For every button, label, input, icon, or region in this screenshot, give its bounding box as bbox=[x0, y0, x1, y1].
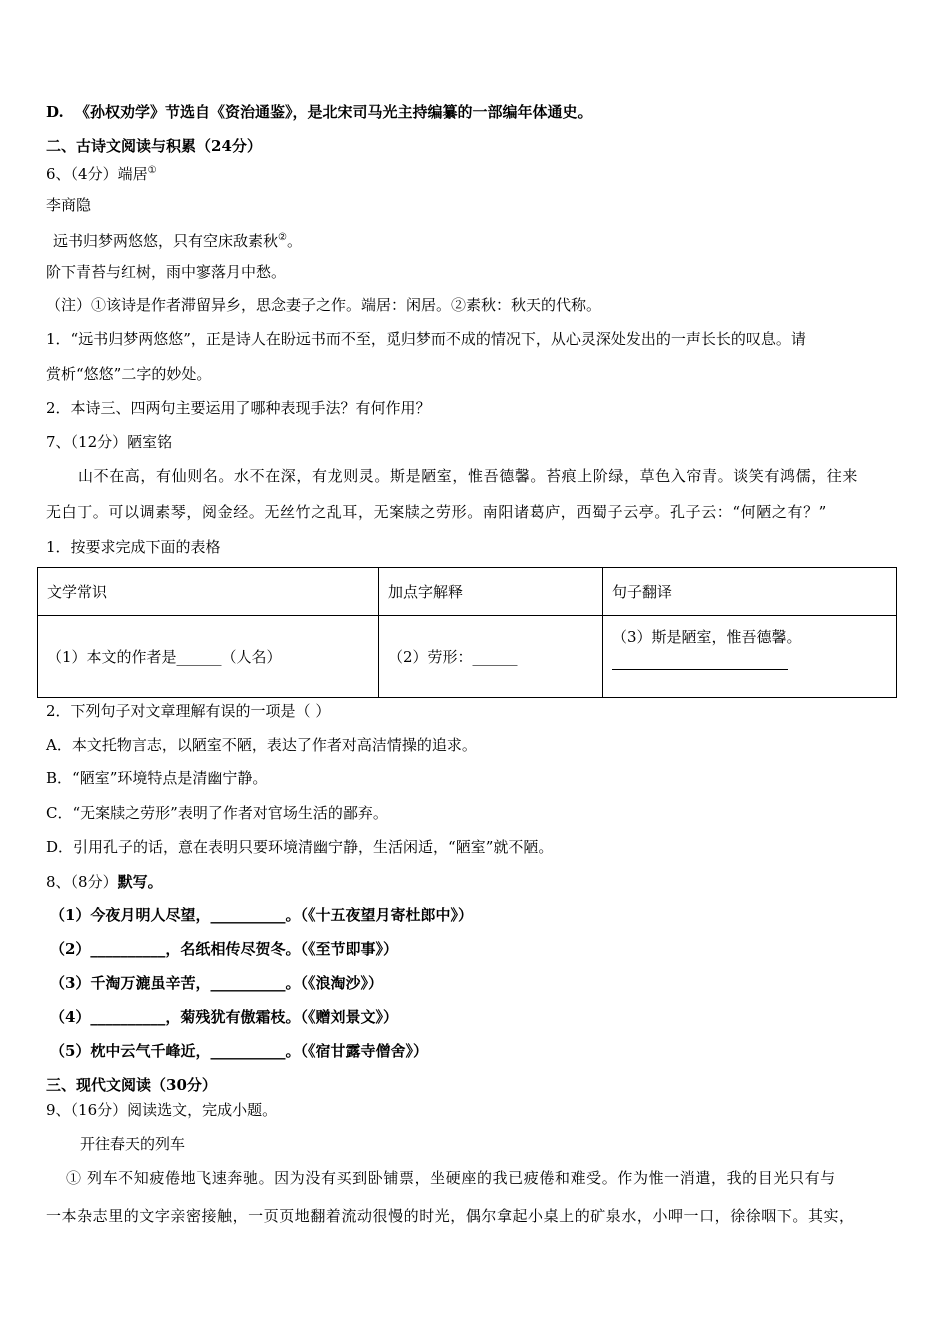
question-7-2: 2．下列句子对文章理解有误的一项是（ ） bbox=[46, 702, 331, 720]
poem-line-1-end: 。 bbox=[286, 232, 302, 250]
dictation-2: （2）__________，名纸相传尽贺冬。（《至节即事》） bbox=[50, 940, 398, 958]
note-mark-2: ② bbox=[278, 232, 287, 243]
poem-line-2: 阶下青苔与红树，雨中寥落月中愁。 bbox=[46, 263, 287, 281]
option-b: B．“陋室”环境特点是清幽宁静。 bbox=[46, 769, 268, 787]
question-7-1: 1．按要求完成下面的表格 bbox=[46, 538, 221, 556]
passage-7-line-a: 山不在高，有仙则名。水不在深，有龙则灵。斯是陋室，惟吾德馨。苔痕上阶绿，草色入帘青。谈笑有鸿儒，往来 bbox=[78, 467, 859, 485]
dictation-5: （5）枕中云气千峰近，__________。（《宿甘露寺僧舍》） bbox=[50, 1042, 428, 1060]
article-title: 开往春天的列车 bbox=[80, 1135, 186, 1153]
option-c: C．“无案牍之劳形”表明了作者对官场生活的鄙弃。 bbox=[46, 804, 388, 822]
note-mark-1: ① bbox=[147, 165, 157, 176]
table-header-word-explanation: 加点字解释 bbox=[379, 568, 603, 616]
article-paragraph-1-line-b: 一本杂志里的文字亲密接触，一页页地翻着流动很慢的时光，偶尔拿起小桌上的矿泉水，小呷一口，徐徐咽下。其实， bbox=[46, 1207, 855, 1225]
table-header-literature: 文学常识 bbox=[38, 568, 379, 616]
question-9-heading: 9、（16分）阅读选文，完成小题。 bbox=[46, 1101, 278, 1119]
dictation-3: （3）千淘万漉虽辛苦，__________。（《浪淘沙》） bbox=[50, 974, 383, 992]
question-8-title: 8、（8分） bbox=[46, 873, 118, 891]
section-2-heading: 二、古诗文阅读与积累（24分） bbox=[46, 137, 262, 155]
option-a: A．本文托物言志，以陋室不陋，表达了作者对高洁情操的追求。 bbox=[46, 736, 477, 754]
dictation-4: （4）__________，菊残犹有傲霜枝。（《赠刘景文》） bbox=[50, 1008, 398, 1026]
section-3-heading: 三、现代文阅读（30分） bbox=[46, 1076, 217, 1094]
article-paragraph-1-line-a: ① 列车不知疲倦地飞速奔驰。因为没有买到卧铺票，坐硬座的我已疲倦和难受。作为惟一消遣，我的目光只有与 bbox=[66, 1169, 836, 1187]
translation-blank[interactable] bbox=[612, 647, 788, 670]
poem-author: 李商隐 bbox=[46, 196, 92, 214]
question-6-heading bbox=[46, 161, 157, 184]
option-d: D．引用孔子的话，意在表明只要环境清幽宁静，生活闲适，“陋室”就不陋。 bbox=[46, 838, 554, 856]
poem-line-1 bbox=[53, 228, 302, 251]
option-d-text: 《孙权劝学》节选自《资治通鉴》，是北宋司马光主持编纂的一部编年体通史。 bbox=[74, 103, 593, 121]
question-8-task: 默写。 bbox=[117, 873, 163, 891]
option-d-line bbox=[46, 102, 592, 122]
question-6-1-line-b: 赏析“悠悠”二字的妙处。 bbox=[46, 365, 212, 383]
option-d-label: D. bbox=[46, 103, 64, 121]
table-header-translation: 句子翻译 bbox=[603, 568, 897, 616]
question-6-1-line-a: 1．“远书归梦两悠悠”，正是诗人在盼远书而不至，觅归梦而不成的情况下，从心灵深处发出的一声长长的叹息。请 bbox=[46, 330, 806, 348]
table-cell-author: （1）本文的作者是______（人名） bbox=[38, 616, 379, 698]
translation-prompt: （3）斯是陋室，惟吾德馨。 bbox=[612, 628, 802, 646]
question-8-heading bbox=[46, 872, 163, 892]
question-7-heading: 7、（12分）陋室铭 bbox=[46, 433, 173, 451]
question-6-2: 2．本诗三、四两句主要运用了哪种表现手法？有何作用？ bbox=[46, 399, 431, 417]
passage-7-line-b: 无白丁。可以调素琴，阅金经。无丝竹之乱耳，无案牍之劳形。南阳诸葛庐，西蜀子云亭。孔子云：“何陋之有？” bbox=[46, 503, 827, 521]
table-cell-translation bbox=[603, 616, 897, 698]
table-cell-laoxing: （2）劳形：______ bbox=[379, 616, 603, 698]
question-6-title: 6、（4分）端居 bbox=[46, 165, 148, 183]
poem-line-1-text: 远书归梦两悠悠，只有空床敌素秋 bbox=[53, 232, 279, 250]
dictation-1: （1）今夜月明人尽望，__________。（《十五夜望月寄杜郎中》） bbox=[50, 906, 473, 924]
answer-table bbox=[37, 567, 897, 698]
poem-note: （注）①该诗是作者滞留异乡，思念妻子之作。端居：闲居。②素秋：秋天的代称。 bbox=[46, 296, 602, 314]
